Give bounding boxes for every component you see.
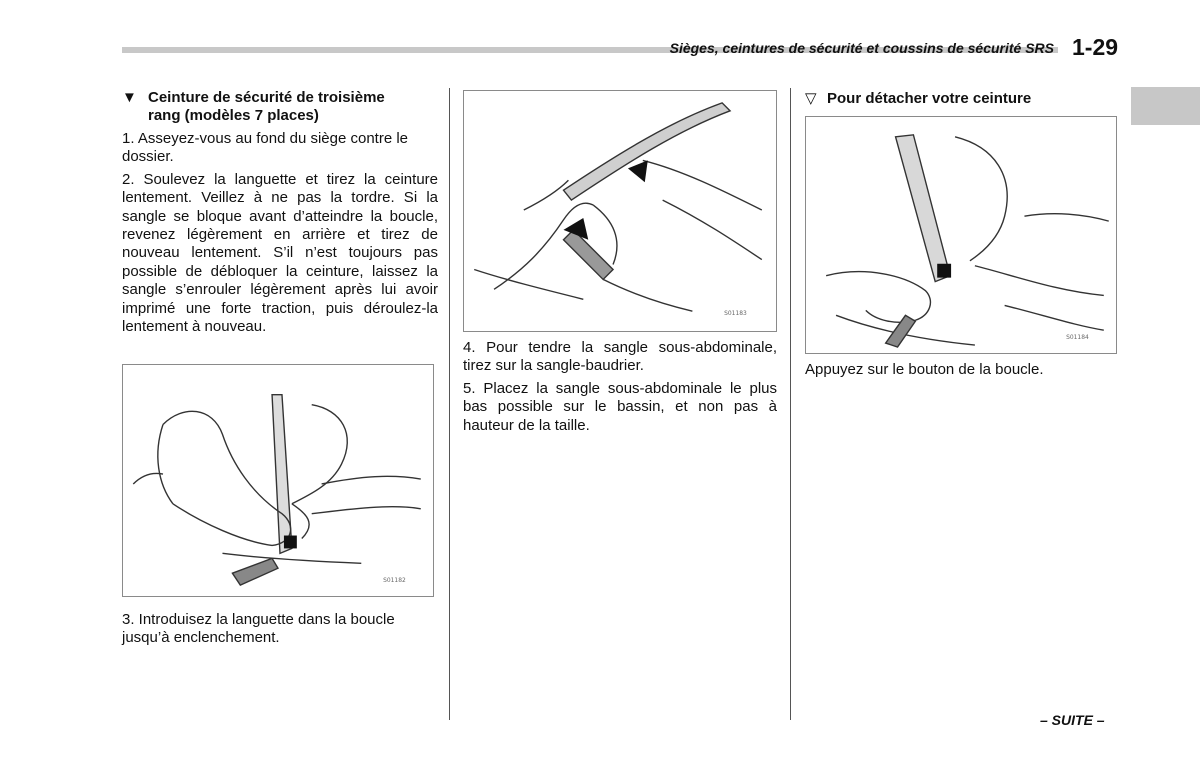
column-1 <box>122 89 438 336</box>
column-separator <box>449 88 450 720</box>
subsection-heading <box>805 90 1105 108</box>
illustration-insert-tongue <box>123 365 433 596</box>
button-marker-icon <box>937 264 951 278</box>
figure-code: S01184 <box>1066 334 1089 342</box>
section-heading-line2: rang (modèles 7 places) <box>148 107 319 124</box>
illustration-release-belt <box>806 117 1116 353</box>
step-4: 4. Pour tendre la sangle sous-abdominale, tirez sur la sangle-baudrier. <box>463 339 777 375</box>
triangle-outline-icon: ▽ <box>805 90 817 107</box>
page-header-title: Sièges, ceintures de sécurité et coussins de sécurité SRS <box>669 40 1054 56</box>
column-3-caption <box>805 361 1117 379</box>
arrow-marker-icon <box>284 536 297 549</box>
step-1: 1. Asseyez-vous au fond du siège contre le dossier. <box>122 130 409 166</box>
section-heading-line1: Ceinture de sécurité de troisième <box>148 89 385 106</box>
figure-code: S01182 <box>383 577 406 585</box>
figure-release-belt <box>805 116 1117 354</box>
column-1-bottom <box>122 611 438 648</box>
column-separator <box>790 88 791 720</box>
illustration-tighten-belt <box>464 91 776 331</box>
step-3: 3. Introduisez la languette dans la boucle jusqu’à enclenchement. <box>122 611 395 647</box>
continued-marker: – SUITE – <box>1040 712 1105 728</box>
subsection-heading-text: Pour détacher votre ceinture <box>827 90 1032 107</box>
figure-insert-tongue <box>122 364 434 597</box>
chapter-tab <box>1131 87 1200 125</box>
arrow-up-icon <box>628 160 648 182</box>
figure-tighten-belt <box>463 90 777 332</box>
triangle-down-icon: ▼ <box>122 89 137 106</box>
figure-caption: Appuyez sur le bouton de la boucle. <box>805 361 1044 378</box>
page-number: 1-29 <box>1072 34 1119 60</box>
column-2 <box>463 339 777 435</box>
figure-code: S01183 <box>724 310 747 318</box>
step-2: 2. Soulevez la languette et tirez la ceinture lentement. Veillez à ne pas la tordre. Si la sangle se bloque avant d’atteindre la boucle, revenez légèrement en arrière et tirez de nouveau lentement. S’il n’est toujours pas possible de débloquer la ceinture, laissez la sangle s’enrouler légèrement après lui avoir imprimé une forte traction, puis déroulez-la lentement à nouveau. <box>122 170 438 336</box>
step-5: 5. Placez la sangle sous-abdominale le plus bas possible sur le bassin, et non pas à hauteur de la taille. <box>463 379 777 434</box>
section-heading <box>122 89 438 125</box>
